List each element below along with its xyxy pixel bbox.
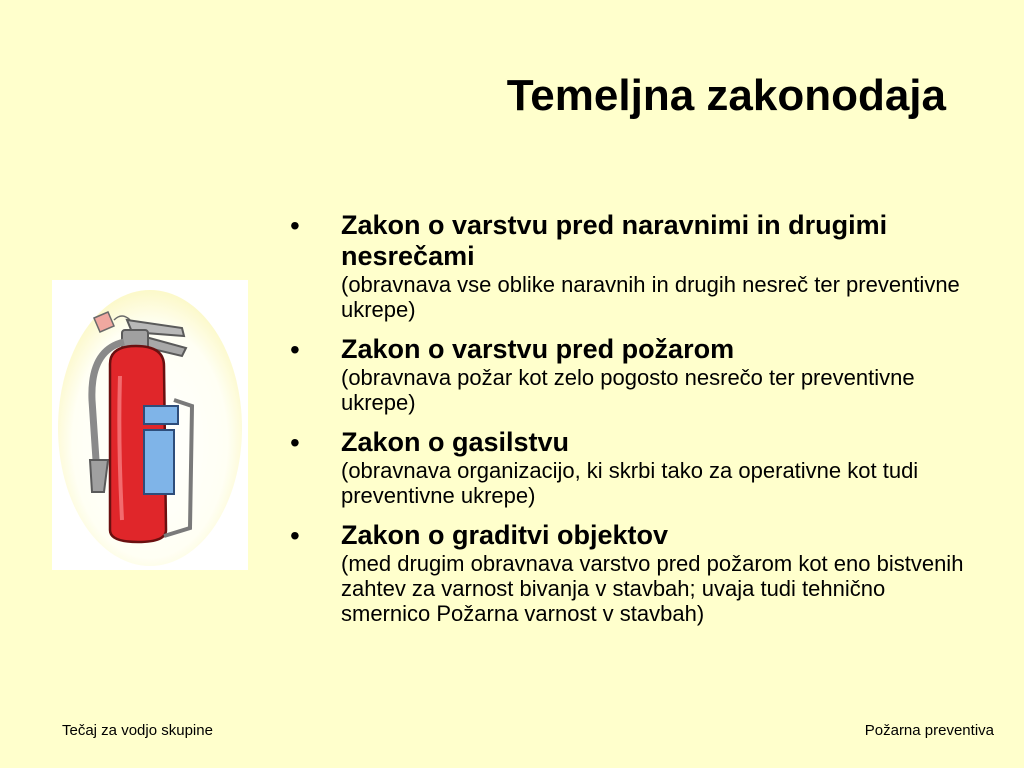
bullet-point: • [290, 334, 300, 365]
slide-title: Temeljna zakonodaja [506, 71, 946, 120]
law-description: (obravnava organizacijo, ki skrbi tako za operativne kot tudi preventivne ukrepe) [341, 458, 919, 508]
law-description: (med drugim obravnava varstvo pred požarom kot eno bistvenih zahtev za varnost bivanja v stavbah; uvaja tudi tehnično smernico Požarna varnost v stavbah) [341, 551, 964, 626]
bullet-point: • [290, 520, 300, 551]
law-description: (obravnava vse oblike naravnih in drugih nesreč ter preventivne ukrepe) [341, 272, 960, 322]
bullet-point: • [290, 427, 300, 458]
footer-course-name: Tečaj za vodjo skupine [62, 722, 213, 739]
law-title: Zakon o varstvu pred naravnimi in drugimi nesrečami [341, 210, 888, 271]
footer-topic: Požarna preventiva [864, 722, 994, 739]
law-title: Zakon o gasilstvu [341, 427, 570, 457]
list-item [290, 334, 970, 415]
law-description: (obravnava požar kot zelo pogosto nesrečo ter preventivne ukrepe) [341, 365, 915, 415]
fire-extinguisher-icon [52, 280, 248, 570]
law-list [290, 210, 970, 638]
bullet-point: • [290, 210, 300, 241]
law-title: Zakon o graditvi objektov [341, 520, 669, 550]
list-item [290, 210, 970, 322]
list-item [290, 520, 970, 626]
list-item [290, 427, 970, 508]
law-title: Zakon o varstvu pred požarom [341, 334, 735, 364]
